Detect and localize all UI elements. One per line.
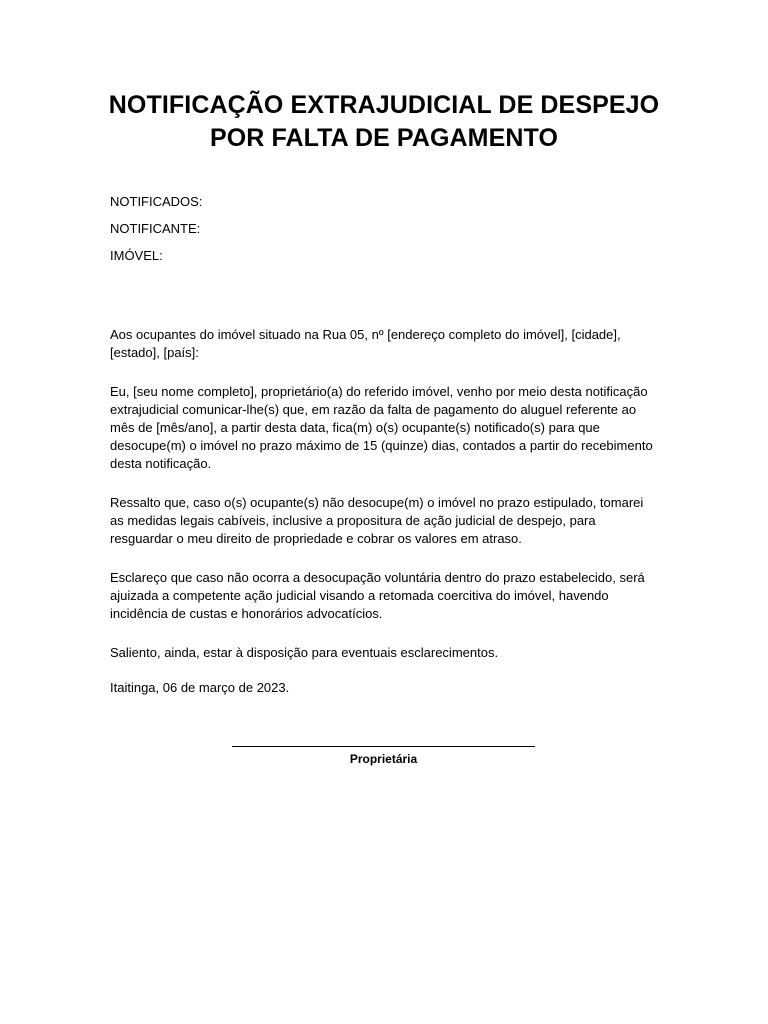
notification-paragraph: Eu, [seu nome completo], proprietário(a) do referido imóvel, venho por meio desta notificação extrajudicial comunicar-lhe(s) que, em razão da falta de pagamento do aluguel referente ao mês de [mês/ano], a partir desta data, fica(m) o(s) ocupante(s) notificado(s) para que desocupe(m) o imóvel no prazo máximo de 15 (quinze) dias, contados a partir do recebimento desta notificação. bbox=[110, 384, 653, 471]
place-date: Itaitinga, 06 de março de 2023. bbox=[110, 680, 290, 695]
closing-paragraph: Saliento, ainda, estar à disposição para eventuais esclarecimentos. bbox=[110, 645, 499, 660]
address-paragraph: Aos ocupantes do imóvel situado na Rua 05, nº [endereço completo do imóvel], [cidade], [estado], [país]: bbox=[110, 327, 621, 360]
document-title-line-1: NOTIFICAÇÃO EXTRAJUDICIAL DE DESPEJO bbox=[108, 91, 660, 119]
judicial-action-paragraph: Esclareço que caso não ocorra a desocupação voluntária dentro do prazo estabelecido, será ajuizada a competente ação judicial visando a retomada coercitiva do imóvel, havendo incidência de custas e honorários advocatícios. bbox=[110, 570, 645, 621]
notificante-label: NOTIFICANTE: bbox=[110, 221, 201, 236]
imovel-label: IMÓVEL: bbox=[110, 248, 163, 263]
signature-line bbox=[232, 746, 535, 747]
notificados-label: NOTIFICADOS: bbox=[110, 194, 203, 209]
signature-label: Proprietária bbox=[349, 752, 418, 766]
legal-measures-paragraph: Ressalto que, caso o(s) ocupante(s) não desocupe(m) o imóvel no prazo estipulado, tomarei as medidas legais cabíveis, inclusive a propositura de ação judicial de despejo, para resguardar o meu direito de propriedade e cobrar os valores em atraso. bbox=[110, 495, 644, 546]
document-title-line-2: POR FALTA DE PAGAMENTO bbox=[209, 124, 559, 152]
